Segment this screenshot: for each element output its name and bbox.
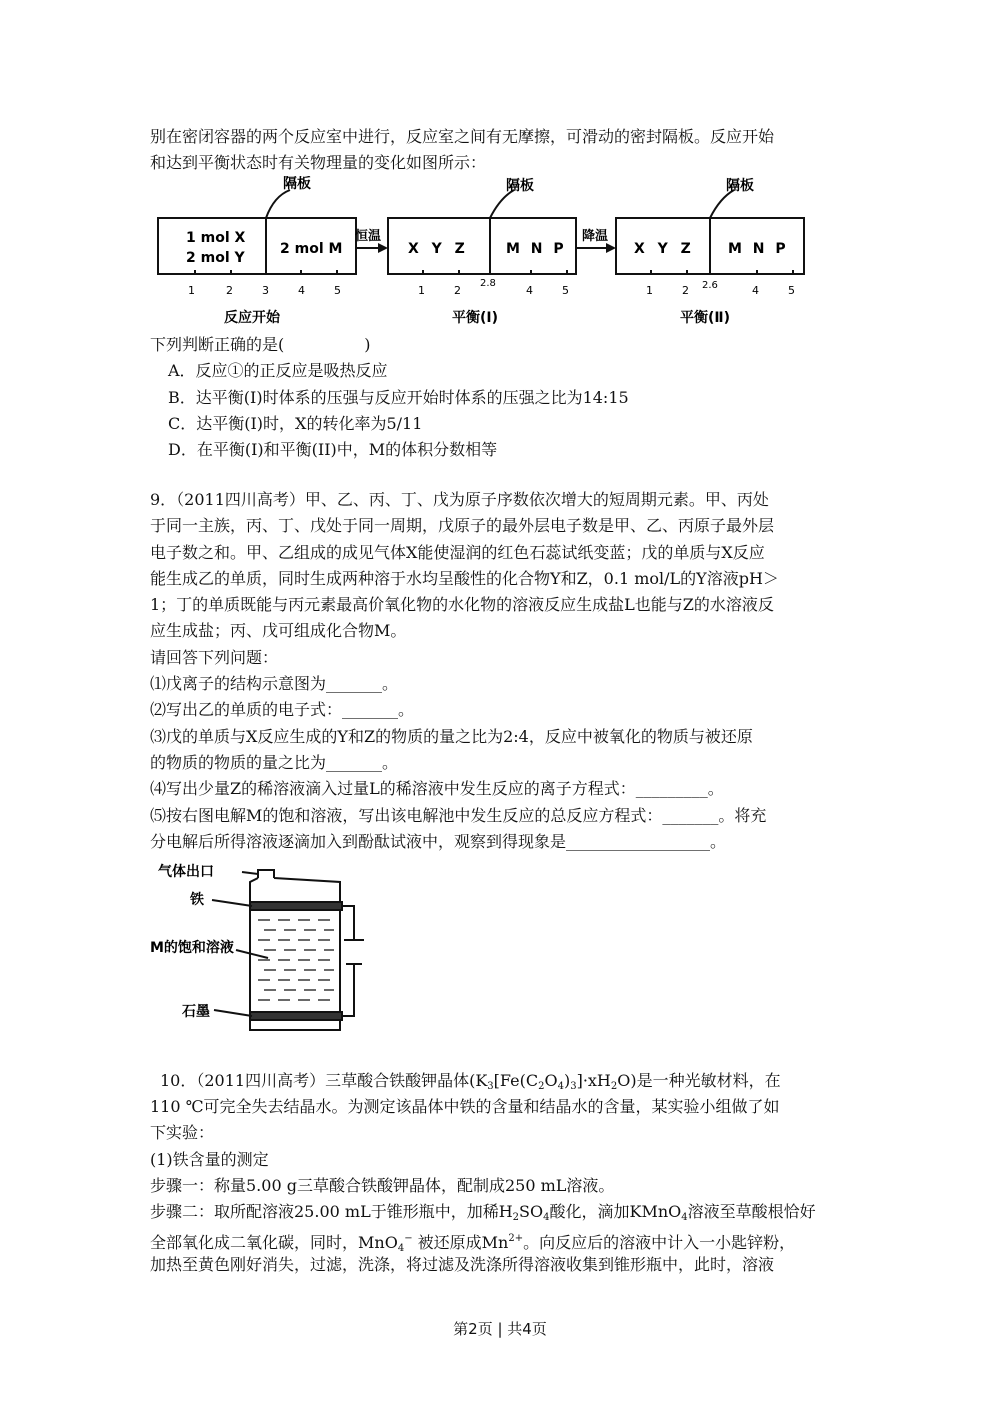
arrow-label-cooling: 降温: [582, 229, 609, 244]
q9-line-11: 的物质的物质的量之比为_______。: [150, 753, 399, 772]
q9-line-13: ⑸按右图电解M的饱和溶液，写出该电解池中发生反应的总反应方程式：_______。将充: [150, 806, 767, 825]
start-right: 2 mol M: [280, 241, 343, 257]
q9-line-2: 于同一主族，丙、丁、戊处于同一周期，戊原子的最外层电子数是甲、乙、丙原子最外层: [150, 516, 775, 535]
tick-eq1-4: 4: [526, 284, 533, 297]
intro-line-1: 别在密闭容器的两个反应室中进行，反应室之间有无摩擦，可滑动的密封隔板。反应开始: [150, 127, 775, 146]
q9-line-12: ⑷写出少量Z的稀溶液滴入过量L的稀溶液中发生反应的离子方程式：_________。: [150, 779, 724, 798]
q8-option-b: B．达平衡(I)时体系的压强与反应开始时体系的压强之比为14:15: [168, 388, 629, 407]
caption-eq2: 平衡(Ⅱ): [680, 310, 731, 326]
q9-line-3: 电子数之和。甲、乙组成的成见气体X能使湿润的红色石蕊试纸变蓝；戊的单质与X反应: [150, 543, 765, 562]
label-graphite: 石墨: [182, 1004, 210, 1020]
q9-line-14: 分电解后所得溶液逐滴加入到酚酞试液中，观察到得现象是__________________。: [150, 832, 727, 851]
label-solution: M的饱和溶液: [150, 940, 234, 956]
label-gas-outlet: 气体出口: [158, 864, 214, 880]
eq2-left: X Y Z: [634, 241, 691, 257]
tick-eq1-1: 1: [418, 284, 425, 297]
eq1-right: M N P: [506, 241, 564, 257]
q10-line-6: 步骤二：取所配溶液25.00 mL于锥形瓶中，加稀$H_2SO_4$酸化，滴加KMnO$_4$溶液至草酸根恰好: [150, 1202, 816, 1223]
q8-option-c: C．达平衡(I)时，X的转化率为5/11: [168, 414, 423, 433]
tick-start-3: 3: [262, 284, 269, 297]
tick-start-5: 5: [334, 284, 341, 297]
q10-line-8: 加热至黄色刚好消失，过滤，洗涤，将过滤及洗涤所得溶液收集到锥形瓶中，此时，溶液: [150, 1255, 775, 1274]
tick-eq2-4: 4: [752, 284, 759, 297]
arrow-label-isothermal: 恒温: [355, 229, 382, 244]
intro-line-2: 和达到平衡状态时有关物理量的变化如图所示：: [150, 153, 487, 172]
q9-line-7: 请回答下列问题：: [150, 648, 279, 667]
start-left-line2: 2 mol Y: [186, 250, 245, 266]
start-left-line1: 1 mol X: [186, 230, 246, 246]
eq1-left: X Y Z: [408, 241, 465, 257]
q9-line-5: 1；丁的单质既能与丙元素最高价氧化物的水化物的溶液反应生成盐L也能与Z的水溶液反: [150, 595, 774, 614]
q9-line-1: 9．（2011四川高考）甲、乙、丙、丁、戊为原子序数依次增大的短周期元素。甲、丙处: [150, 490, 769, 509]
tick-eq2-5: 5: [788, 284, 795, 297]
electrolysis-cell-figure: [150, 858, 390, 1040]
tick-start-2: 2: [226, 284, 233, 297]
partition-label-eq1: 隔板: [506, 178, 534, 194]
label-iron: 铁: [190, 892, 204, 908]
partition-label-eq2: 隔板: [726, 178, 754, 194]
q8-option-d: D．在平衡(I)和平衡(II)中，M的体积分数相等: [168, 440, 498, 459]
q10-line-1: 10．（2011四川高考）三草酸合铁酸钾晶体$(K_3[Fe(C_2O_4)_3]\cdot xH_2O)$是一种光敏材料，在: [160, 1071, 781, 1092]
tick-eq1-5: 5: [562, 284, 569, 297]
tick-start-4: 4: [298, 284, 305, 297]
q9-line-9: ⑵写出乙的单质的电子式：_______。: [150, 700, 415, 719]
eq2-right: M N P: [728, 241, 786, 257]
tick-eq1-2: 2: [454, 284, 461, 297]
tick-start-1: 1: [188, 284, 195, 297]
q9-line-6: 应生成盐；丙、戊可组成化合物M。: [150, 621, 407, 640]
q9-line-10: ⑶戊的单质与X反应生成的Y和Z的物质的量之比为2:4，反应中被氧化的物质与被还原: [150, 727, 753, 746]
caption-start: 反应开始: [224, 310, 280, 326]
tick-eq2-partition: 2.6: [702, 280, 718, 291]
tick-eq2-2: 2: [682, 284, 689, 297]
q9-line-4: 能生成乙的单质，同时生成两种溶于水均呈酸性的化合物Y和Z，0.1 mol/L的Y溶液pH＞: [150, 569, 779, 588]
tick-eq2-1: 1: [646, 284, 653, 297]
caption-eq1: 平衡(Ⅰ): [452, 310, 499, 326]
page-footer: 第2页 | 共4页: [453, 1320, 547, 1338]
q10-line-4: (1)铁含量的测定: [150, 1150, 269, 1169]
q10-line-2: 110 ℃可完全失去结晶水。为测定该晶体中铁的含量和结晶水的含量，某实验小组做了如: [150, 1097, 780, 1116]
q9-line-8: ⑴戊离子的结构示意图为_______。: [150, 674, 399, 693]
q10-line-7: 全部氧化成二氧化碳，同时，MnO$_4$− 被还原成$Mn^{2+}$。向反应后的溶液中计入一小匙锌粉，: [150, 1233, 796, 1254]
q10-line-3: 下实验：: [150, 1123, 215, 1142]
q8-option-a: A．反应①的正反应是吸热反应: [168, 361, 388, 380]
reaction-chamber-figure: [150, 176, 850, 336]
partition-label-start: 隔板: [283, 176, 311, 192]
q8-stem: 下列判断正确的是( ): [150, 335, 371, 354]
tick-eq1-partition: 2.8: [480, 278, 496, 289]
q10-line-5: 步骤一：称量5.00 g三草酸合铁酸钾晶体，配制成250 mL溶液。: [150, 1176, 615, 1195]
